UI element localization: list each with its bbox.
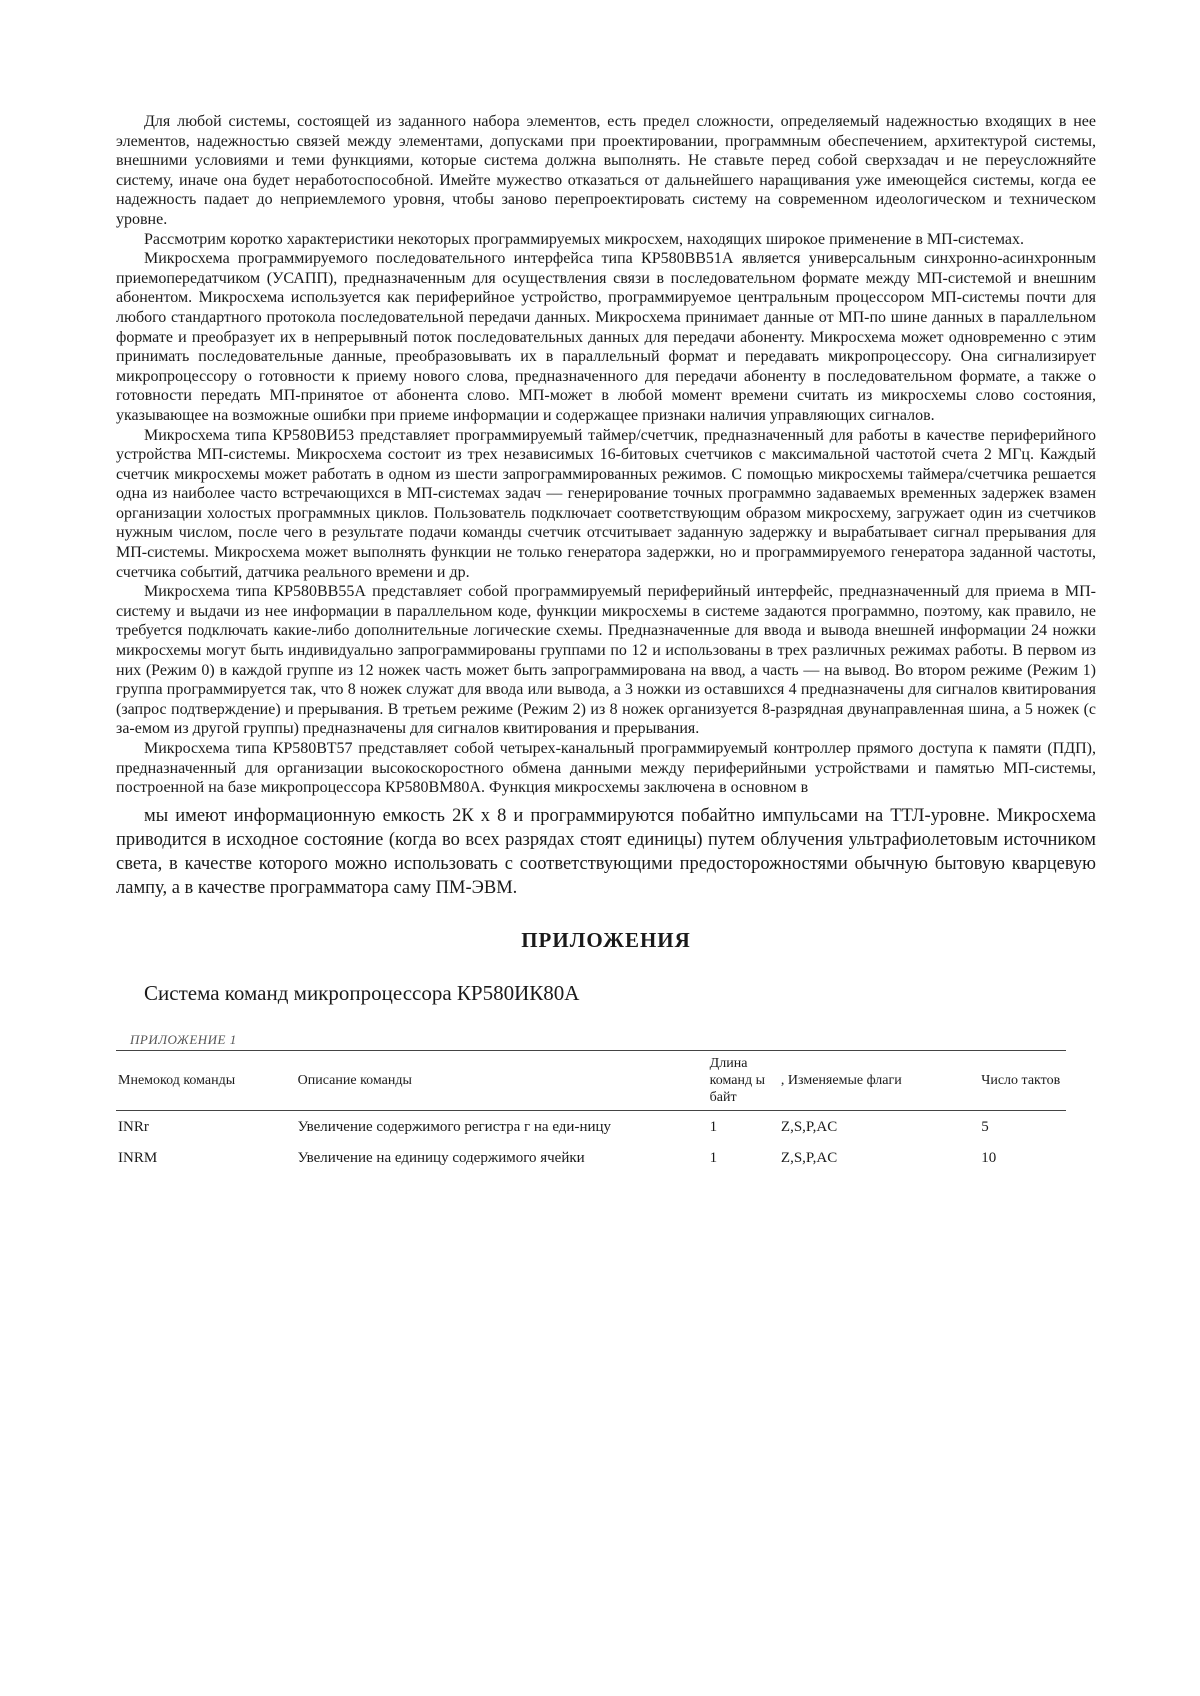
appendix-label: ПРИЛОЖЕНИЕ 1: [130, 1032, 1096, 1048]
instruction-set-title: Система команд микропроцессора КР580ИК80А: [144, 981, 1096, 1006]
paragraph-reliability: Для любой системы, состоящей из заданного набора элементов, есть предел сложности, определяемый надежностью входящих в нее элементов, надежностью связей между элементами, допусками при проектировании, программным обеспечением, архитектурой системы, внешними условиями и теми функциями, которые система должна выполнять. Не ставьте перед собой сверхзадач и не переусложняйте систему, иначе она будет неработоспособной. Имейте мужество отказаться от дальнейшего наращивания уже имеющейся системы, когда ее надежность падает до неприемлемого уровня, чтобы заново перепроектировать систему на современном идеологическом и техническом уровне.: [116, 112, 1096, 230]
paragraph-kr580vv51a: Микросхема программируемого последовательного интерфейса типа КР580ВВ51А является универсальным синхронно-асинхронным приемопередатчиком (УСАПП), предназначенным для осуществления связи в последовательном формате между МП-системой и внешним абонентом. Микросхема используется как периферийное устройство, программируемое центральным процессором МП-системы почти для любого стандартного протокола последовательной передачи данных. Микросхема принимает данные от МП-по шине данных в параллельном формате и преобразует их в непрерывный поток последовательных данных для передачи абоненту. Микросхема может одновременно с этим принимать последовательные данные, преобразовывать их в параллельный формат и передавать микропроцессору. Она сигнализирует микропроцессору о готовности к приему нового слова, предназначенного для передачи абоненту в последовательном формате, а также о готовности передать МП-принятое от абонента слово. МП-может в любой момент времени считать из микросхемы слово состояния, указывающее на возможные ошибки при приеме информации и содержащее признаки наличия управляющих сигналов.: [116, 249, 1096, 425]
cell-length: 1: [708, 1142, 779, 1173]
table-header-row: [116, 1050, 1066, 1110]
cell-flags: Z,S,P,AC: [779, 1142, 979, 1173]
header-length: Длина команд ы байт: [708, 1050, 779, 1110]
header-description: Описание команды: [296, 1050, 708, 1110]
cell-mnemonic: INRM: [116, 1142, 296, 1173]
cell-description: Увеличение на единицу содержимого ячейки: [296, 1142, 708, 1173]
document-page: [116, 112, 1096, 1173]
cell-cycles: 5: [979, 1110, 1066, 1142]
cell-length: 1: [708, 1110, 779, 1142]
header-cycles: Число тактов: [979, 1050, 1066, 1110]
instruction-table: [116, 1050, 1066, 1173]
paragraph-kr580vt57: Микросхема типа КР580ВТ57 представляет собой четырех-канальный программируемый контроллер прямого доступа к памяти (ПДП), предназначенный для организации высокоскоростного обмена данными между периферийными устройствами и памятью МП-системы, построенной на базе микропроцессора КР580ВМ80А. Функция микросхемы заключена в основном в: [116, 739, 1096, 798]
header-flags: , Изменяемые флаги: [779, 1050, 979, 1110]
cell-cycles: 10: [979, 1142, 1066, 1173]
table-row: [116, 1142, 1066, 1173]
paragraph-kr580vi53: Микросхема типа КР580ВИ53 представляет программируемый таймер/счетчик, предназначенный для работы в качестве периферийного устройства МП-системы. Микросхема состоит из трех независимых 16-битовых счетчиков с максимальной частотой счета 2 МГц. Каждый счетчик микросхемы может работать в одном из шести запрограммированных режимов. С помощью микросхемы таймера/счетчика решается одна из наиболее часто встречающихся в МП-системах задач — генерирование точных программно задаваемых временных задержек взамен организации холостых программных циклов. Пользователь подключает соответствующим образом микросхему, загружает один из счетчиков нужным числом, после чего в результате подачи команды счетчик отсчитывает заданную задержку и вырабатывает сигнал прерывания для МП-системы. Микросхема может выполнять функции не только генератора задержки, но и программируемого генератора заданной частоты, счетчика событий, датчика реального времени и др.: [116, 426, 1096, 583]
paragraph-overview: Рассмотрим коротко характеристики некоторых программируемых микросхем, находящих широкое применение в МП-системах.: [116, 230, 1096, 250]
paragraph-rom: мы имеют информационную емкость 2К х 8 и программируются побайтно импульсами на ТТЛ-уровне. Микросхема приводится в исходное состояние (когда во всех разрядах стоят единицы) путем облучения ультрафиолетовым источником света, в качестве которого можно использовать с соответствующими предосторожностями обычную бытовую кварцевую лампу, а в качестве программатора саму ПМ-ЭВМ.: [116, 804, 1096, 900]
table-row: [116, 1110, 1066, 1142]
cell-description: Увеличение содержимого регистра г на еди-ницу: [296, 1110, 708, 1142]
paragraph-kr580vv55a: Микросхема типа КР580ВВ55А представляет собой программируемый периферийный интерфейс, предназначенный для приема в МП-систему и выдачи из нее информации в параллельном коде, функции микросхемы в системе задаются программно, поэтому, как правило, не требуется подключать какие-либо дополнительные логические схемы. Предназначенные для ввода и вывода внешней информации 24 ножки микросхемы могут быть индивидуально запрограммированы группами по 12 и использованы в трех различных режимах работы. В первом из них (Режим 0) в каждой группе из 12 ножек часть может быть запрограммирована на ввод, а часть — на вывод. Во втором режиме (Режим 1) группа программируется так, что 8 ножек служат для ввода или вывода, а 3 ножки из оставшихся 4 предназначены для сигналов квитирования (запрос подтверждение) и прерывания. В третьем режиме (Режим 2) из 8 ножек организуется 8-разрядная двунаправленная шина, а 5 ножек (с за-емом из другой группы) предназначены для сигналов квитирования и прерывания.: [116, 582, 1096, 739]
cell-mnemonic: INRr: [116, 1110, 296, 1142]
cell-flags: Z,S,P,AC: [779, 1110, 979, 1142]
appendix-heading: ПРИЛОЖЕНИЯ: [116, 928, 1096, 953]
header-mnemonic: Мнемокод команды: [116, 1050, 296, 1110]
